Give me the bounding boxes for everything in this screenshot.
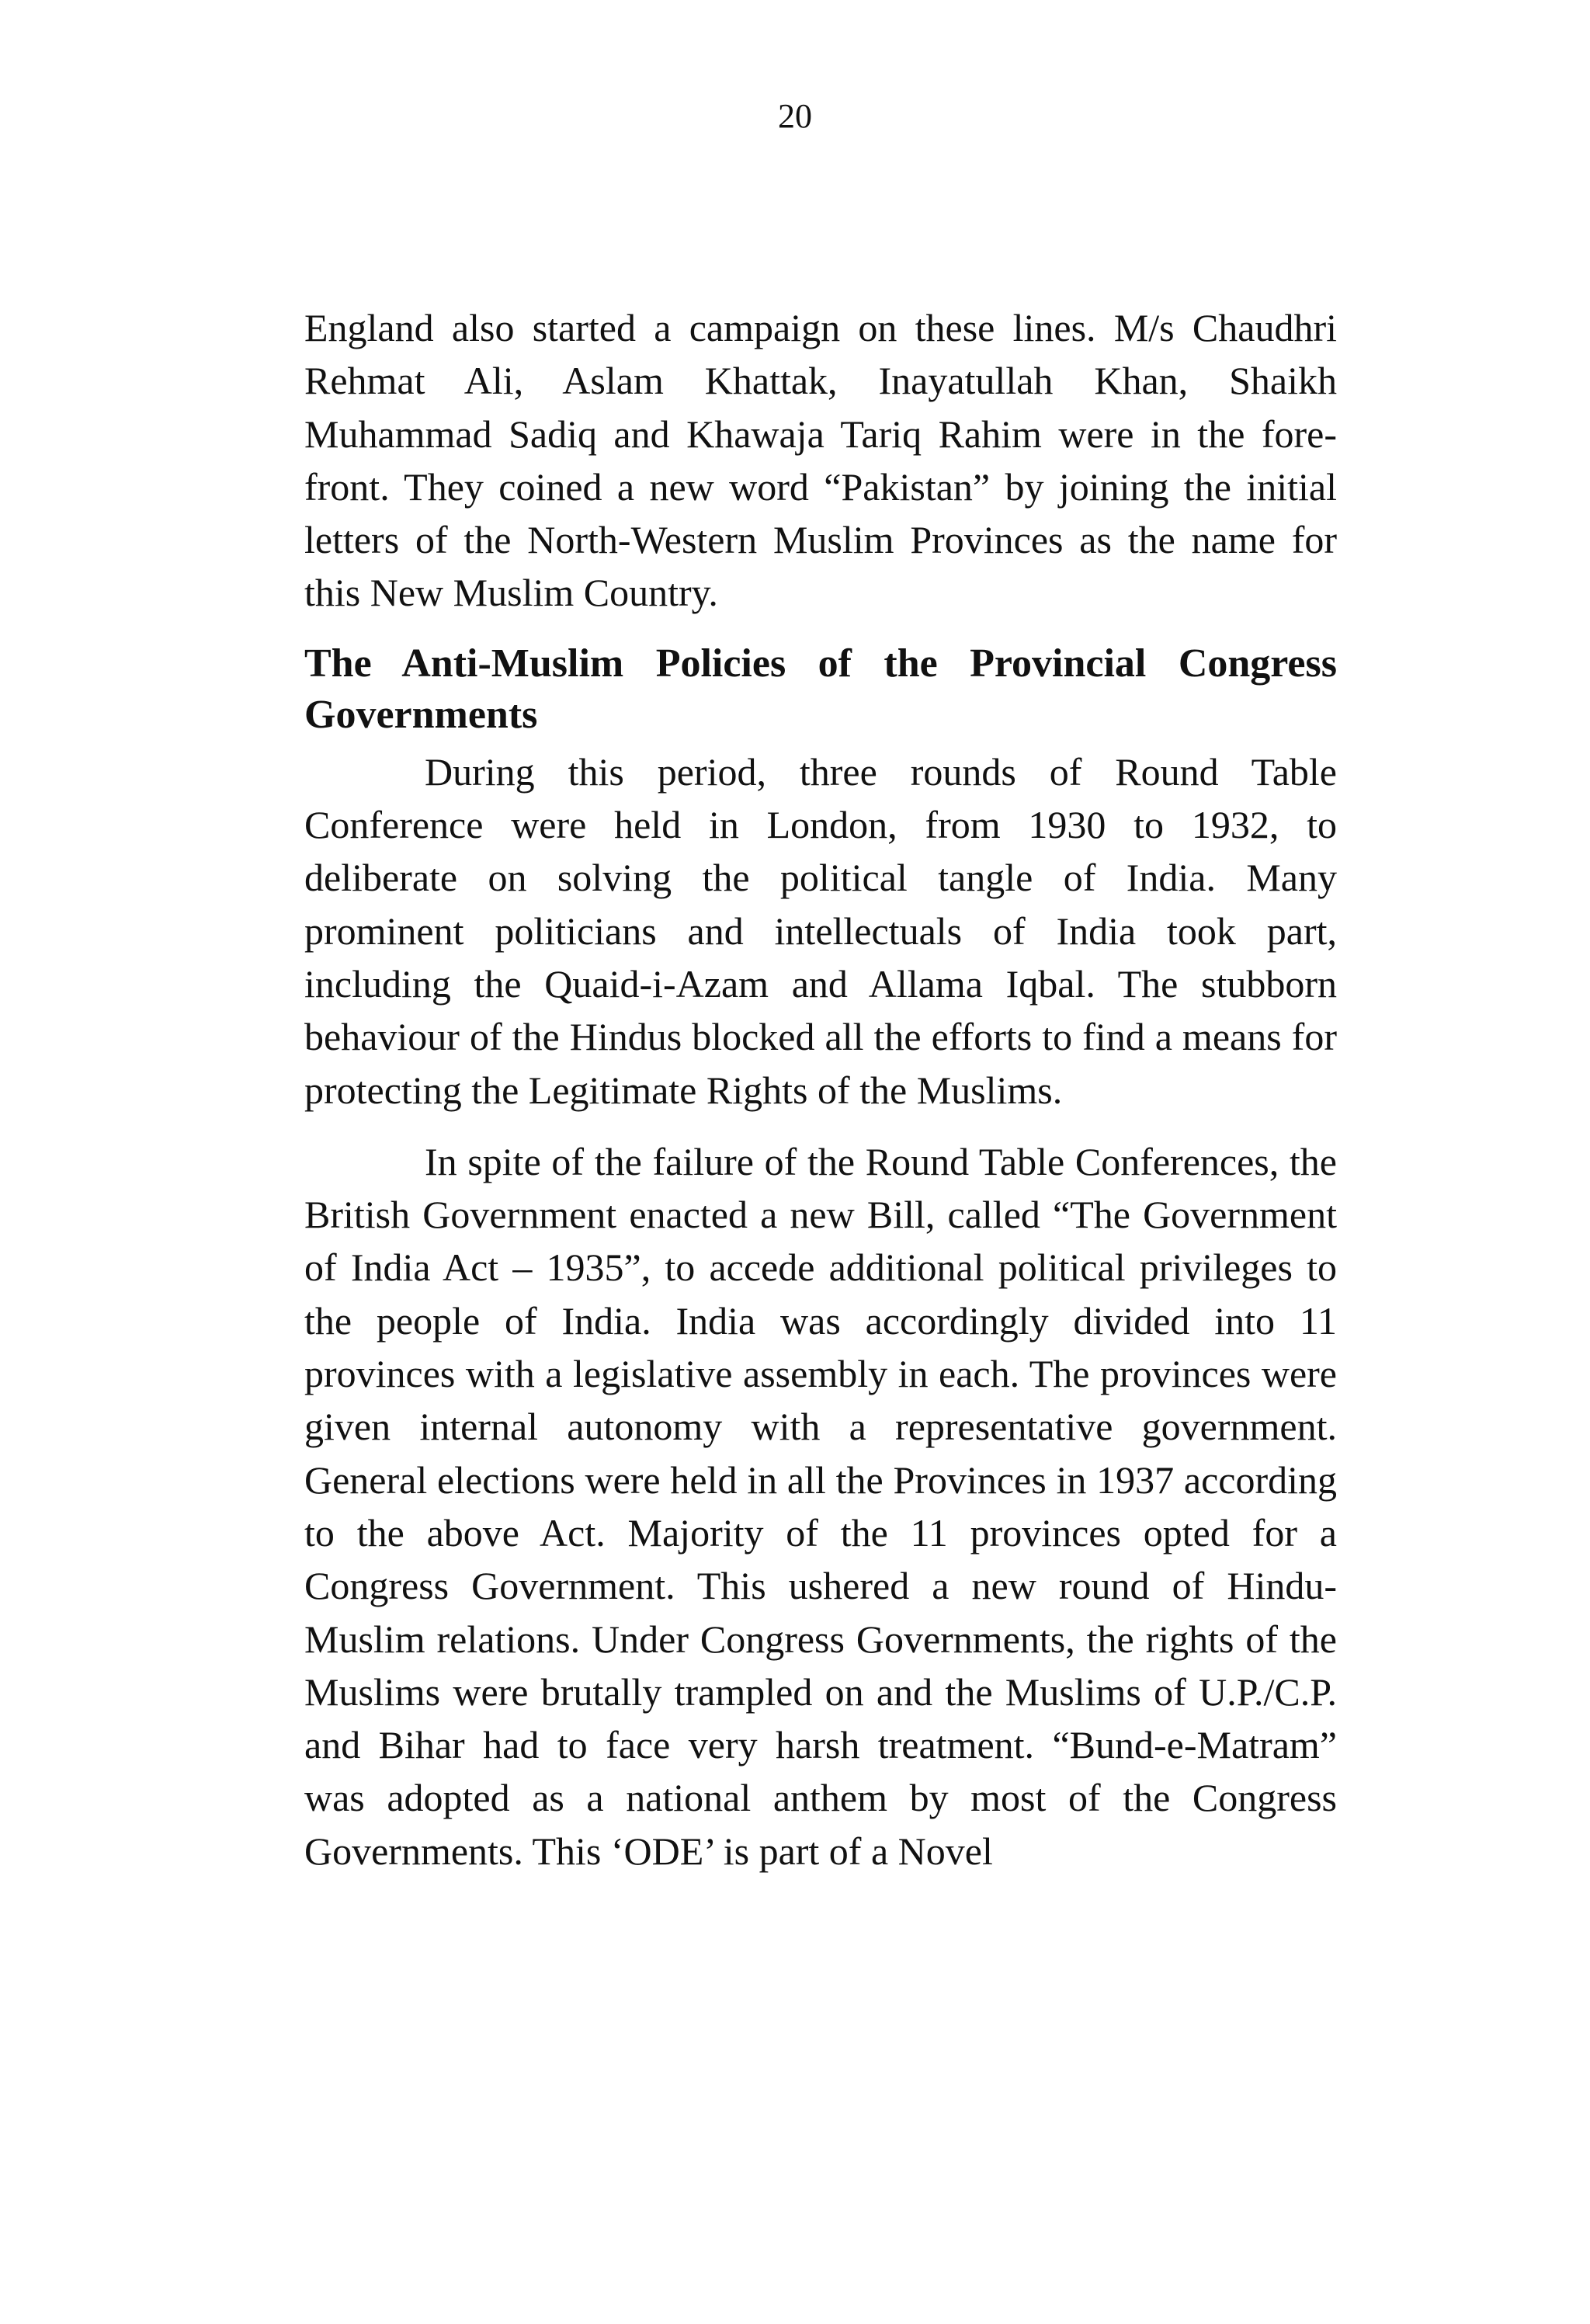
section-heading: The Anti-Muslim Policies of the Provincial Congress Governments: [304, 641, 1337, 737]
page-body: [304, 301, 1337, 1878]
paragraph-government-act: In spite of the failure of the Round Table Conferences, the British Government enacted a new Bill, called “The Government of India Act – 1935”, to accede additional political privileges to the people of India. India was accordingly divided into 11 provinces with a legislative assembly in each. The provinces were given internal autonomy with a representative government. General elections were held in all the Provinces in 1937 according to the above Act. Majority of the 11 provinces opted for a Congress Government. This ushered a new round of Hindu-Muslim relations. Under Congress Governments, the rights of the Muslims were brutally trampled on and the Muslims of U.P./C.P. and Bihar had to face very harsh treatment. “Bund-e-Matram” was adopted as a national anthem by most of the Congress Governments. This ‘ODE’ is part of a Novel: [304, 1139, 1337, 1873]
page-number: 20: [778, 97, 812, 135]
paragraph-round-table: During this period, three rounds of Round Table Conference were held in London, from 1930 to 1932, to deliberate on solving the political tangle of India. Many prominent politicians and intellectuals of India took part, including the Quaid-i-Azam and Allama Iqbal. The stubborn behaviour of the Hindus blocked all the efforts to find a means for protecting the Legitimate Rights of the Muslims.: [304, 749, 1337, 1112]
paragraph-campaign: England also started a campaign on these lines. M/s Chaudhri Rehmat Ali, Aslam Khattak, Inayatullah Khan, Shaikh Muhammad Sadiq and Khawaja Tariq Rahim were in the fore-front. They coined a new word “Pakistan” by joining the initial letters of the North-Western Muslim Provinces as the name for this New Muslim Country.: [304, 306, 1337, 615]
